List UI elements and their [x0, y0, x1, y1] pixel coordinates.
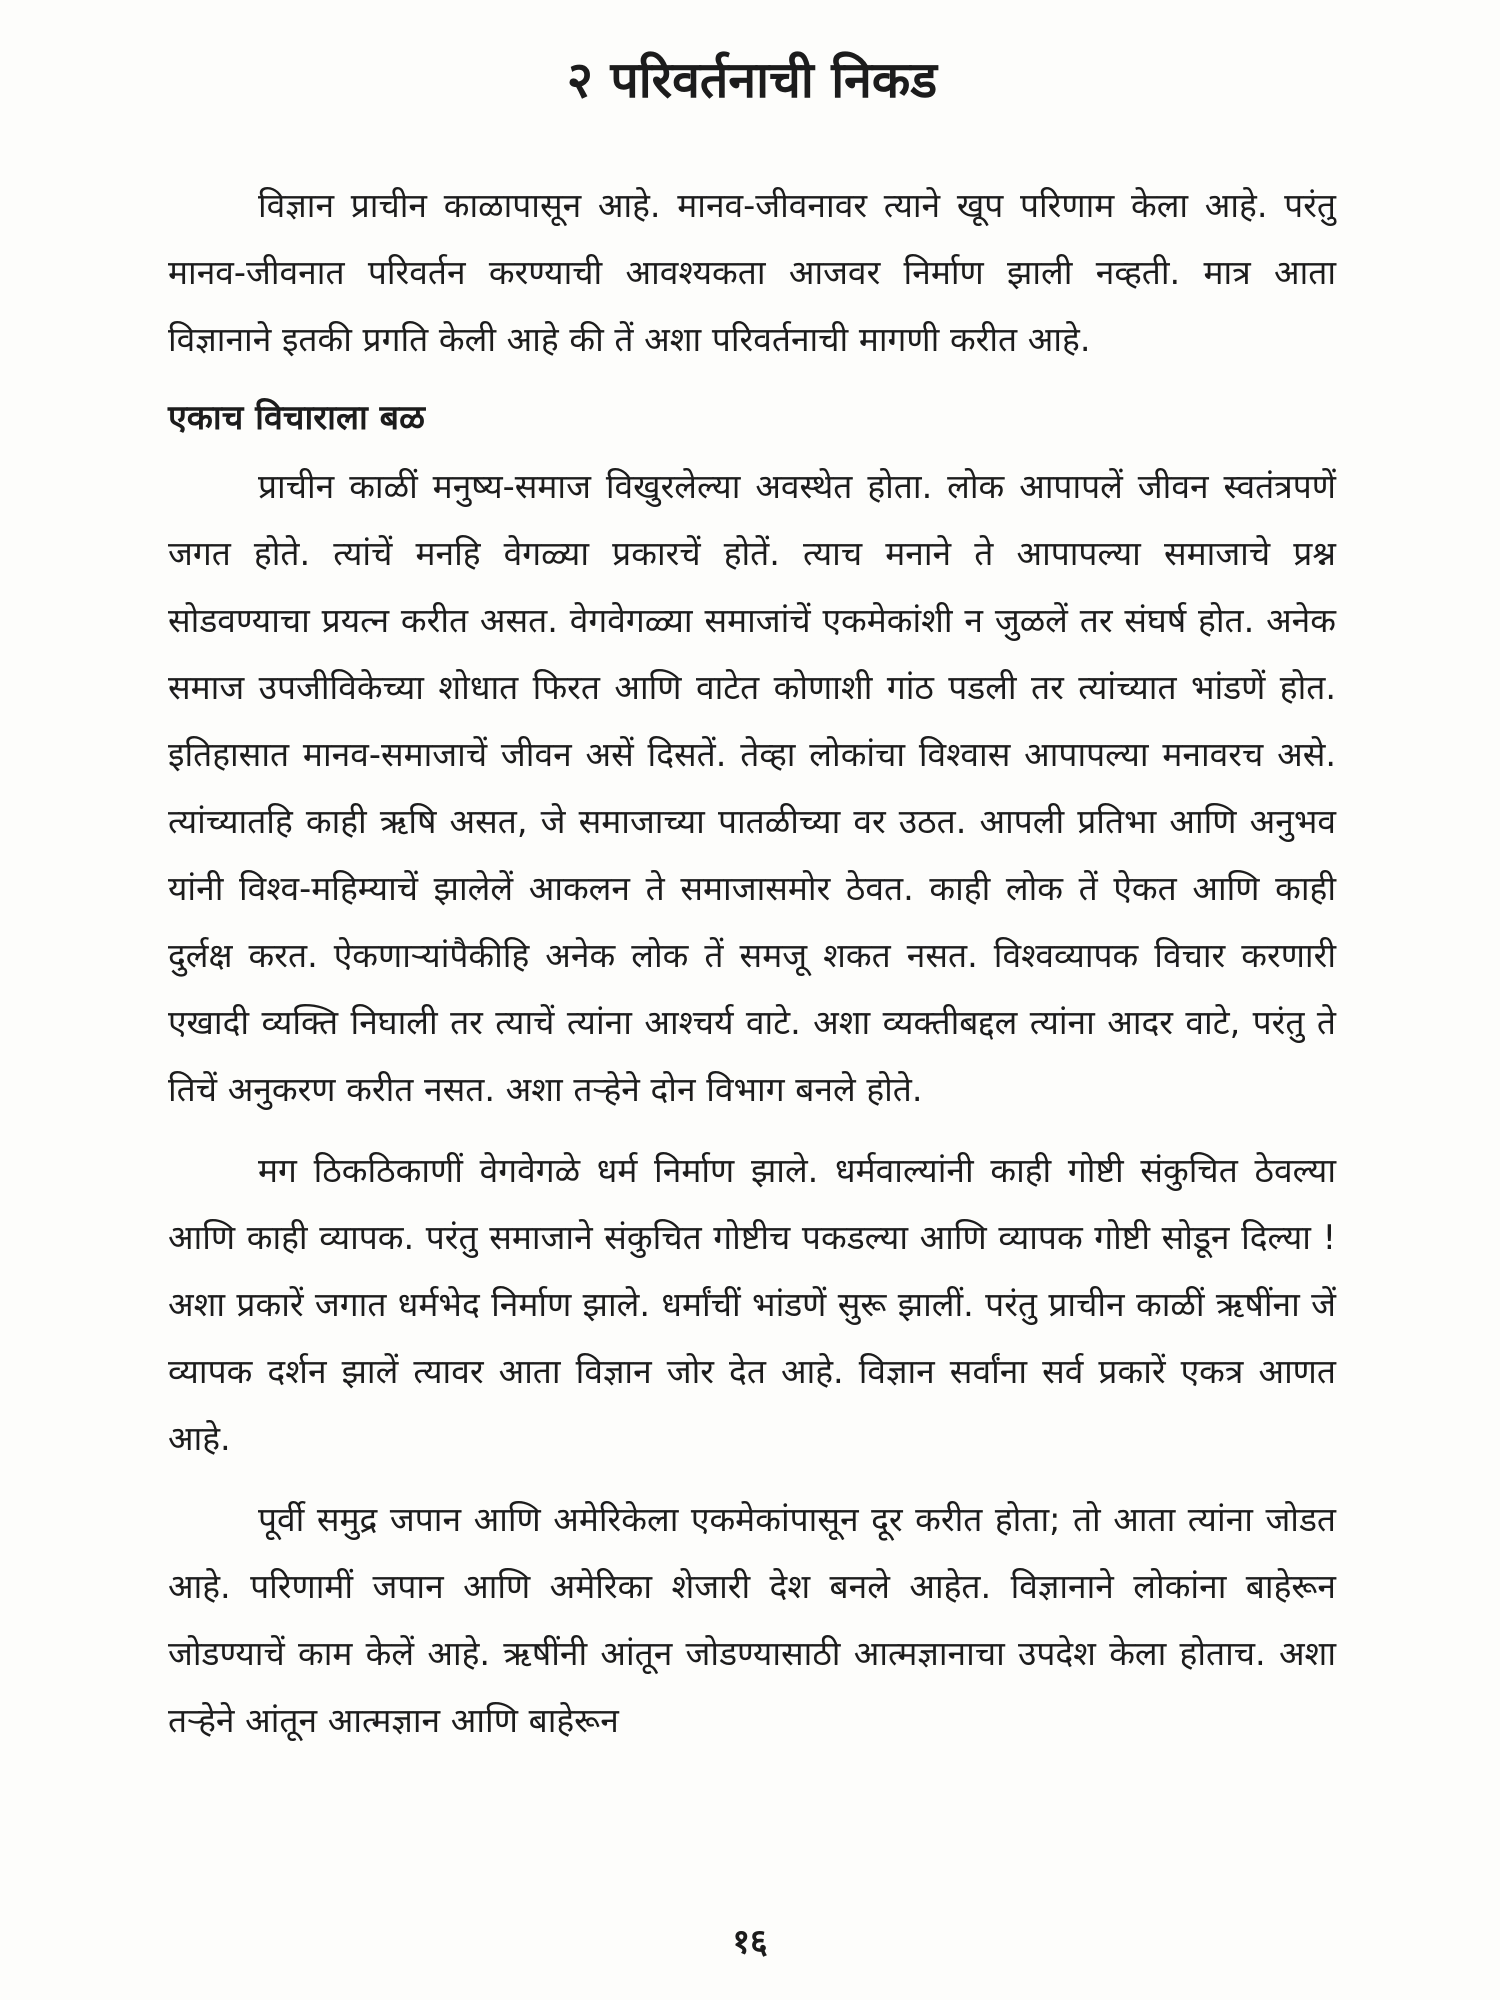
page-number: १६: [732, 1922, 768, 1962]
chapter-title: २ परिवर्तनाची निकड: [566, 51, 938, 109]
body-paragraph-1: प्राचीन काळीं मनुष्य-समाज विखुरलेल्या अवस्थेत होता. लोक आपापलें जीवन स्वतंत्रपणें जगत होते. त्यांचें मनहि वेगळ्या प्रकारचें होतें. त्याच मनाने ते आपापल्या समाजाचे प्रश्न सोडवण्याचा प्रयत्न करीत असत. वेगवेगळ्या समाजांचें एकमेकांशी न जुळलें तर संघर्ष होत. अनेक समाज उपजीविकेच्या शोधात फिरत आणि वाटेत कोणाशी गांठ पडली तर त्यांच्यात भांडणें होत. इतिहासात मानव-समाजाचें जीवन असें दिसतें. तेव्हा लोकांचा विश्वास आपापल्या मनावरच असे. त्यांच्यातहि काही ऋषि असत, जे समाजाच्या पातळीच्या वर उठत. आपली प्रतिभा आणि अनुभव यांनी विश्व-महिम्याचें झालेलें आकलन ते समाजासमोर ठेवत. काही लोक तें ऐकत आणि काही दुर्लक्ष करत. ऐकणाऱ्यांपैकीहि अनेक लोक तें समजू शकत नसत. विश्वव्यापक विचार करणारी एखादी व्यक्ति निघाली तर त्याचें त्यांना आश्चर्य वाटे. अशा व्यक्तीबद्दल त्यांना आदर वाटे, परंतु ते तिचें अनुकरण करीत नसत. अशा तऱ्हेने दोन विभाग बनले होते.: [168, 467, 1336, 1109]
section-heading: एकाच विचाराला बळ: [168, 398, 425, 438]
book-page: [168, 40, 1336, 1980]
body-paragraph-3: पूर्वी समुद्र जपान आणि अमेरिकेला एकमेकांपासून दूर करीत होता; तो आता त्यांना जोडत आहे. परिणामीं जपान आणि अमेरिका शेजारी देश बनले आहेत. विज्ञानाने लोकांना बाहेरून जोडण्याचें काम केलें आहे. ऋषींनी आंतून जोडण्यासाठी आत्मज्ञानाचा उपदेश केला होताच. अशा तऱ्हेने आंतून आत्मज्ञान आणि बाहेरून: [168, 1500, 1336, 1740]
intro-paragraph: विज्ञान प्राचीन काळापासून आहे. मानव-जीवनावर त्याने खूप परिणाम केला आहे. परंतु मानव-जीवनात परिवर्तन करण्याची आवश्यकता आजवर निर्माण झाली नव्हती. मात्र आता विज्ञानाने इतकी प्रगति केली आहे की तें अशा परिवर्तनाची मागणी करीत आहे.: [168, 186, 1336, 359]
body-paragraph-2: मग ठिकठिकाणीं वेगवेगळे धर्म निर्माण झाले. धर्मवाल्यांनी काही गोष्टी संकुचित ठेवल्या आणि काही व्यापक. परंतु समाजाने संकुचित गोष्टीच पकडल्या आणि व्यापक गोष्टी सोडून दिल्या ! अशा प्रकारें जगात धर्मभेद निर्माण झाले. धर्मांचीं भांडणें सुरू झालीं. परंतु प्राचीन काळीं ऋषींना जें व्यापक दर्शन झालें त्यावर आता विज्ञान जोर देत आहे. विज्ञान सर्वांना सर्व प्रकारें एकत्र आणत आहे.: [168, 1151, 1336, 1458]
